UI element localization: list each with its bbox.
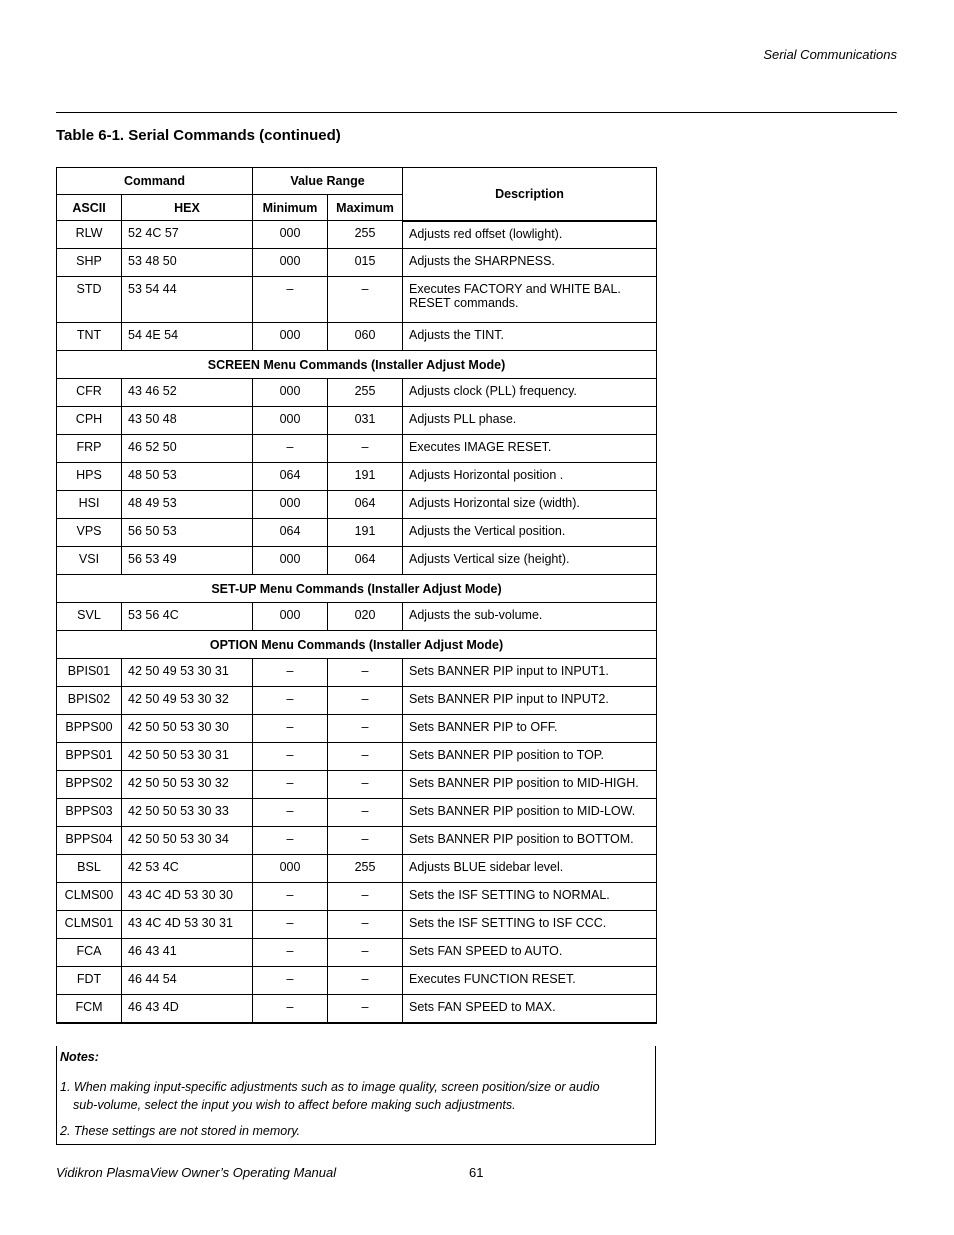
table-row — [57, 547, 657, 575]
ascii-cell: RLW — [57, 221, 122, 249]
note-1-line-2: sub-volume, select the input you wish to affect before making such adjustments. — [73, 1098, 516, 1112]
hex-cell: 42 50 50 53 30 31 — [122, 743, 253, 771]
description-cell: Adjusts Vertical size (height). — [403, 547, 657, 575]
hex-cell: 46 43 4D — [122, 995, 253, 1023]
description-header: Description — [403, 168, 657, 221]
ascii-cell: CLMS01 — [57, 911, 122, 939]
description-cell: Adjusts BLUE sidebar level. — [403, 855, 657, 883]
description-cell: Adjusts red offset (lowlight). — [403, 221, 657, 249]
maximum-cell: – — [328, 827, 403, 855]
note-1-line-1: 1. When making input-specific adjustments such as to image quality, screen position/size or audio — [60, 1080, 600, 1094]
minimum-cell: 064 — [253, 519, 328, 547]
table-row — [57, 687, 657, 715]
hex-cell: 53 56 4C — [122, 603, 253, 631]
maximum-cell: – — [328, 911, 403, 939]
table-row — [57, 435, 657, 463]
command-header: Command — [57, 168, 253, 195]
running-header: Serial Communications — [763, 47, 897, 62]
hex-cell: 54 4E 54 — [122, 323, 253, 351]
ascii-header: ASCII — [57, 195, 122, 221]
ascii-cell: CPH — [57, 407, 122, 435]
table-row — [57, 967, 657, 995]
description-cell: Sets BANNER PIP position to MID-HIGH. — [403, 771, 657, 799]
minimum-cell: – — [253, 687, 328, 715]
ascii-cell: FCA — [57, 939, 122, 967]
maximum-cell: – — [328, 883, 403, 911]
description-cell: Executes IMAGE RESET. — [403, 435, 657, 463]
ascii-cell: SVL — [57, 603, 122, 631]
table-row — [57, 277, 657, 323]
maximum-cell: – — [328, 687, 403, 715]
ascii-cell: BPIS02 — [57, 687, 122, 715]
minimum-cell: 000 — [253, 249, 328, 277]
notes-box — [56, 1046, 656, 1145]
minimum-cell: – — [253, 659, 328, 687]
table-row — [57, 715, 657, 743]
section-heading: OPTION Menu Commands (Installer Adjust Mode) — [57, 631, 657, 659]
description-cell: Sets FAN SPEED to MAX. — [403, 995, 657, 1023]
minimum-cell: – — [253, 435, 328, 463]
description-cell: Sets FAN SPEED to AUTO. — [403, 939, 657, 967]
hex-cell: 42 50 50 53 30 32 — [122, 771, 253, 799]
table-title: Table 6-1. Serial Commands (continued) — [56, 127, 341, 144]
ascii-cell: BPPS04 — [57, 827, 122, 855]
description-cell: Sets BANNER PIP to OFF. — [403, 715, 657, 743]
table-row — [57, 827, 657, 855]
section-row — [57, 351, 657, 379]
minimum-cell: – — [253, 743, 328, 771]
description-cell: Sets BANNER PIP position to MID-LOW. — [403, 799, 657, 827]
maximum-cell: 064 — [328, 547, 403, 575]
ascii-cell: BPPS01 — [57, 743, 122, 771]
ascii-cell: FCM — [57, 995, 122, 1023]
hex-cell: 42 53 4C — [122, 855, 253, 883]
maximum-cell: 255 — [328, 379, 403, 407]
minimum-cell: – — [253, 939, 328, 967]
maximum-header: Maximum — [328, 195, 403, 221]
table-row — [57, 323, 657, 351]
notes-title: Notes: — [60, 1050, 99, 1064]
ascii-cell: VSI — [57, 547, 122, 575]
hex-cell: 42 50 49 53 30 31 — [122, 659, 253, 687]
maximum-cell: 064 — [328, 491, 403, 519]
hex-cell: 48 49 53 — [122, 491, 253, 519]
description-cell: Adjusts the sub-volume. — [403, 603, 657, 631]
description-cell: Sets the ISF SETTING to NORMAL. — [403, 883, 657, 911]
maximum-cell: – — [328, 743, 403, 771]
section-heading: SET-UP Menu Commands (Installer Adjust Mode) — [57, 575, 657, 603]
hex-cell: 48 50 53 — [122, 463, 253, 491]
minimum-cell: – — [253, 277, 328, 323]
note-1 — [60, 1078, 640, 1114]
maximum-cell: – — [328, 995, 403, 1023]
table-row — [57, 995, 657, 1023]
minimum-cell: 000 — [253, 603, 328, 631]
ascii-cell: BPPS02 — [57, 771, 122, 799]
table-row — [57, 771, 657, 799]
value-range-header: Value Range — [253, 168, 403, 195]
minimum-cell: 000 — [253, 547, 328, 575]
maximum-cell: – — [328, 967, 403, 995]
maximum-cell: 031 — [328, 407, 403, 435]
page-number: 61 — [469, 1165, 484, 1180]
note-2: 2. These settings are not stored in memory. — [60, 1124, 301, 1138]
minimum-cell: 000 — [253, 323, 328, 351]
hex-cell: 46 44 54 — [122, 967, 253, 995]
minimum-cell: – — [253, 967, 328, 995]
description-cell: Adjusts clock (PLL) frequency. — [403, 379, 657, 407]
ascii-cell: CFR — [57, 379, 122, 407]
maximum-cell: – — [328, 435, 403, 463]
description-cell: Executes FACTORY and WHITE BAL. RESET commands. — [403, 277, 657, 323]
minimum-cell: – — [253, 911, 328, 939]
minimum-cell: 000 — [253, 855, 328, 883]
hex-cell: 42 50 49 53 30 32 — [122, 687, 253, 715]
minimum-cell: – — [253, 771, 328, 799]
table-row — [57, 911, 657, 939]
table-row — [57, 407, 657, 435]
maximum-cell: – — [328, 659, 403, 687]
description-cell: Sets BANNER PIP position to TOP. — [403, 743, 657, 771]
ascii-cell: HPS — [57, 463, 122, 491]
minimum-cell: – — [253, 827, 328, 855]
description-cell: Adjusts Horizontal size (width). — [403, 491, 657, 519]
ascii-cell: STD — [57, 277, 122, 323]
hex-cell: 42 50 50 53 30 34 — [122, 827, 253, 855]
section-row — [57, 631, 657, 659]
minimum-cell: 064 — [253, 463, 328, 491]
hex-cell: 53 48 50 — [122, 249, 253, 277]
description-cell: Adjusts the TINT. — [403, 323, 657, 351]
minimum-cell: – — [253, 883, 328, 911]
hex-cell: 46 52 50 — [122, 435, 253, 463]
minimum-cell: 000 — [253, 491, 328, 519]
hex-cell: 42 50 50 53 30 33 — [122, 799, 253, 827]
minimum-cell: 000 — [253, 407, 328, 435]
table-row — [57, 659, 657, 687]
description-cell: Executes FUNCTION RESET. — [403, 967, 657, 995]
maximum-cell: – — [328, 939, 403, 967]
description-cell: Adjusts Horizontal position . — [403, 463, 657, 491]
ascii-cell: BPPS03 — [57, 799, 122, 827]
header-rule — [56, 112, 897, 113]
hex-cell: 43 50 48 — [122, 407, 253, 435]
section-heading: SCREEN Menu Commands (Installer Adjust Mode) — [57, 351, 657, 379]
hex-cell: 53 54 44 — [122, 277, 253, 323]
description-cell: Sets BANNER PIP position to BOTTOM. — [403, 827, 657, 855]
table-row — [57, 491, 657, 519]
table-row — [57, 743, 657, 771]
ascii-cell: HSI — [57, 491, 122, 519]
hex-cell: 56 50 53 — [122, 519, 253, 547]
maximum-cell: 255 — [328, 855, 403, 883]
ascii-cell: BPPS00 — [57, 715, 122, 743]
table-row — [57, 249, 657, 277]
description-cell: Sets BANNER PIP input to INPUT2. — [403, 687, 657, 715]
hex-header: HEX — [122, 195, 253, 221]
maximum-cell: – — [328, 715, 403, 743]
ascii-cell: SHP — [57, 249, 122, 277]
minimum-cell: 000 — [253, 221, 328, 249]
ascii-cell: VPS — [57, 519, 122, 547]
hex-cell: 56 53 49 — [122, 547, 253, 575]
hex-cell: 52 4C 57 — [122, 221, 253, 249]
description-cell: Sets BANNER PIP input to INPUT1. — [403, 659, 657, 687]
table-row — [57, 379, 657, 407]
description-cell: Adjusts PLL phase. — [403, 407, 657, 435]
minimum-cell: – — [253, 995, 328, 1023]
maximum-cell: 191 — [328, 463, 403, 491]
table-row — [57, 883, 657, 911]
footer-manual-title: Vidikron PlasmaView Owner’s Operating Manual — [56, 1165, 337, 1180]
serial-commands-table — [56, 167, 657, 1024]
ascii-cell: BSL — [57, 855, 122, 883]
maximum-cell: – — [328, 771, 403, 799]
hex-cell: 42 50 50 53 30 30 — [122, 715, 253, 743]
ascii-cell: FDT — [57, 967, 122, 995]
table-row — [57, 519, 657, 547]
table-row — [57, 603, 657, 631]
table-row — [57, 463, 657, 491]
ascii-cell: TNT — [57, 323, 122, 351]
maximum-cell: 060 — [328, 323, 403, 351]
minimum-cell: – — [253, 715, 328, 743]
table-row — [57, 855, 657, 883]
hex-cell: 43 4C 4D 53 30 31 — [122, 911, 253, 939]
maximum-cell: – — [328, 277, 403, 323]
ascii-cell: BPIS01 — [57, 659, 122, 687]
maximum-cell: 255 — [328, 221, 403, 249]
ascii-cell: FRP — [57, 435, 122, 463]
maximum-cell: 020 — [328, 603, 403, 631]
maximum-cell: 015 — [328, 249, 403, 277]
minimum-cell: – — [253, 799, 328, 827]
maximum-cell: 191 — [328, 519, 403, 547]
hex-cell: 43 4C 4D 53 30 30 — [122, 883, 253, 911]
minimum-cell: 000 — [253, 379, 328, 407]
table-body — [57, 221, 657, 1023]
hex-cell: 43 46 52 — [122, 379, 253, 407]
minimum-header: Minimum — [253, 195, 328, 221]
hex-cell: 46 43 41 — [122, 939, 253, 967]
ascii-cell: CLMS00 — [57, 883, 122, 911]
description-cell: Sets the ISF SETTING to ISF CCC. — [403, 911, 657, 939]
table-row — [57, 799, 657, 827]
maximum-cell: – — [328, 799, 403, 827]
section-row — [57, 575, 657, 603]
description-cell: Adjusts the Vertical position. — [403, 519, 657, 547]
table-row — [57, 939, 657, 967]
table-row — [57, 221, 657, 249]
description-cell: Adjusts the SHARPNESS. — [403, 249, 657, 277]
